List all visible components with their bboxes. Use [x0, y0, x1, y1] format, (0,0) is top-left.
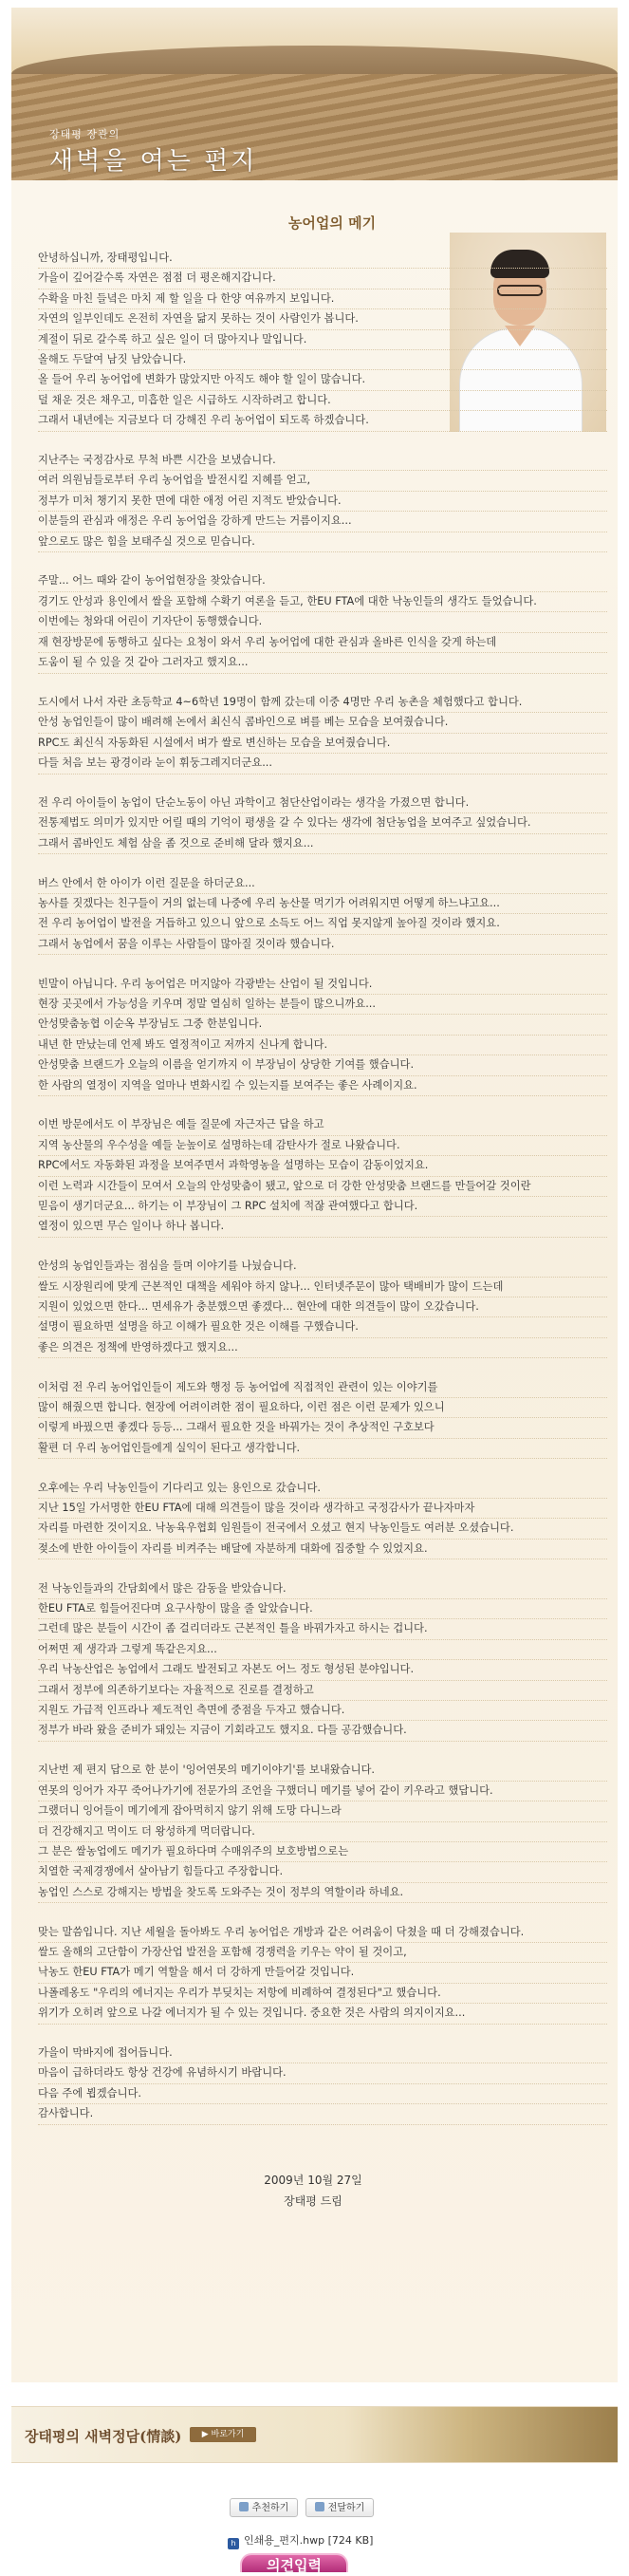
recommend-icon — [239, 2502, 249, 2511]
letter-paragraph — [38, 1479, 607, 1560]
letter-line: 이번에는 청와대 어린이 기자단이 동행했습니다. — [38, 612, 607, 632]
letter-body — [38, 249, 607, 2144]
letter-line: 젖소에 반한 아이들이 자리를 비켜주는 배달에 자분하게 대화에 집중할 수 있었지요. — [38, 1540, 607, 1559]
letter-line: 안성맞춤농협 이순옥 부장님도 그중 한분입니다. — [38, 1015, 607, 1035]
letter-line: 그 분은 쌀농업에도 메기가 필요하다며 수매위주의 보호방법으로는 — [38, 1842, 607, 1862]
banner-title: 새벽을 여는 편지 — [49, 147, 258, 176]
letter-line: 안성 농업인들이 많이 배려해 논에서 최신식 콤바인으로 벼를 베는 모습을 보여줬습니다. — [38, 713, 607, 733]
letter-line: 이분들의 관심과 애정은 우리 농어업을 강하게 만드는 거름이지요... — [38, 512, 607, 532]
letter-line: 전통제법도 의미가 있지만 어릴 때의 기억이 평생을 갈 수 있다는 생각에 첨단농업을 보여주고 싶었습니다. — [38, 813, 607, 833]
letter-line: 나폴레옹도 "우리의 에너지는 우리가 부딪치는 저항에 비례하여 결정된다"고 했습니다. — [38, 1984, 607, 2004]
letter-line: 연못의 잉어가 자꾸 죽어나가기에 전문가의 조언을 구했더니 메기를 넣어 같이 키우라고 했답니다. — [38, 1782, 607, 1801]
shortcut-button[interactable]: ▶ 바로가기 — [190, 2427, 256, 2442]
letter-line: 지난번 제 편지 답으로 한 분이 '잉어연못의 메기이야기'를 보내왔습니다. — [38, 1761, 607, 1781]
letter-line: 다들 처음 보는 광경이라 눈이 휘둥그레지더군요... — [38, 754, 607, 774]
letter-line: 열정이 있으면 무슨 일이나 하나 봅니다. — [38, 1217, 607, 1237]
header-banner — [11, 8, 618, 180]
letter-line: 더 건강해지고 먹이도 더 왕성하게 먹더랍니다. — [38, 1822, 607, 1842]
letter-line: 주말... 어느 때와 같이 농어업현장을 찾았습니다. — [38, 571, 607, 591]
letter-line: 한EU FTA로 힘들어진다며 요구사항이 많을 줄 알았습니다. — [38, 1599, 607, 1619]
letter-line: 어쩌면 제 생각과 그렇게 똑같은지요... — [38, 1640, 607, 1660]
letter-line: 가을이 막바지에 접어듭니다. — [38, 2044, 607, 2063]
letter-paragraph — [38, 249, 607, 432]
letter-line: 이처럼 전 우리 농어업인들이 제도와 행정 등 농어업에 직접적인 관련이 있는 이야기를 — [38, 1378, 607, 1398]
letter-line: 낙농도 한EU FTA가 메기 역할을 해서 더 강하게 만들어갈 것입니다. — [38, 1963, 607, 1983]
send-icon — [315, 2502, 324, 2511]
letter-paragraph — [38, 1923, 607, 2025]
letter-line: 정부가 미처 챙기지 못한 면에 대한 애정 어린 지적도 받았습니다. — [38, 492, 607, 512]
attachment-label: 인쇄용_편지.hwp [724 KB] — [244, 2534, 374, 2547]
letter-line: 경기도 안성과 용인에서 쌀을 포함해 수확기 여론을 듣고, 한EU FTA에 대한 낙농인들의 생각도 들었습니다. — [38, 592, 607, 612]
letter-line: 그래서 콤바인도 체험 삼을 좀 것으로 준비해 달라 했지요... — [38, 834, 607, 854]
letter-line: 정부가 바라 왔을 준비가 돼있는 지금이 기회라고도 했지요. 다들 공감했습니다. — [38, 1721, 607, 1741]
letter-line: RPC에서도 자동화된 과정을 보여주면서 과학영농을 설명하는 모습이 감동이었지요. — [38, 1156, 607, 1176]
letter-line: 지난 15일 가서명한 한EU FTA에 대해 의견들이 많을 것이라 생각하고 국정감사가 끝나자마자 — [38, 1499, 607, 1519]
letter-line: 믿음이 생기더군요... 하기는 이 부장님이 그 RPC 설치에 적잖 관여했다고 합니다. — [38, 1197, 607, 1217]
send-label: 전달하기 — [327, 2503, 365, 2513]
letter-line: 이번 방문에서도 이 부장님은 예들 질문에 자근자근 답을 하고 — [38, 1115, 607, 1135]
letter-line: 지원이 있었으면 한다... 면세유가 충분했으면 좋겠다... 현안에 대한 의견들이 많이 오갔습니다. — [38, 1297, 607, 1317]
letter-line: 안성맞춤 브랜드가 오늘의 이름을 얻기까지 이 부장님이 상당한 기여를 했습니다. — [38, 1055, 607, 1075]
letter-paragraph — [38, 1115, 607, 1237]
letter-line: 내년 한 만났는데 언제 봐도 열정적이고 저까지 신나게 합니다. — [38, 1036, 607, 1055]
letter-line: 위기가 오히려 앞으로 나갈 에너지가 될 수 있는 것입니다. 중요한 것은 사람의 의지이지요... — [38, 2004, 607, 2024]
letter-line: 전 우리 아이들이 농업이 단순노동이 아닌 과학이고 첨단산업이라는 생각을 가졌으면 합니다. — [38, 793, 607, 813]
letter-line: 한 사람의 열정이 지역을 얼마나 변화시킬 수 있는지를 보여주는 좋은 사례이지요. — [38, 1076, 607, 1096]
letter-line: 계절이 뒤로 갈수록 하고 싶은 일이 더 많아지나 말입니다. — [38, 330, 607, 350]
letter-date: 2009년 10월 27일 — [264, 2174, 362, 2187]
letter-paragraph — [38, 451, 607, 552]
opinion-button[interactable]: 의견입력 — [240, 2553, 348, 2572]
letter-paragraph — [38, 1761, 607, 1903]
letter-line: 감사합니다. — [38, 2104, 607, 2124]
letter-line: RPC도 최신식 자동화된 시설에서 벼가 쌀로 변신하는 모습을 보여줬습니다. — [38, 734, 607, 754]
letter-line: 쌀도 올해의 고단함이 가장산업 발전을 포함해 경쟁력을 키우는 약이 될 것이고, — [38, 1943, 607, 1963]
letter-line: 이런 노력과 시간들이 모여서 오늘의 안성맞춤이 됐고, 앞으로 더 강한 안성맞춤 브랜드를 만들어갈 것이란 — [38, 1177, 607, 1197]
letter-line: 농업인 스스로 강해지는 방법을 찾도록 도와주는 것이 정부의 역할이라 하네요. — [38, 1883, 607, 1903]
letter-line: 활편 더 우리 농어업인들에게 실익이 된다고 생각합니다. — [38, 1439, 607, 1459]
letter-paragraph — [38, 571, 607, 673]
letter-line: 올 들어 우리 농어업에 변화가 많았지만 아직도 해야 할 일이 많습니다. — [38, 370, 607, 390]
hwp-file-icon: h — [228, 2538, 239, 2549]
letter-line: 지난주는 국정감사로 무척 바쁜 시간을 보냈습니다. — [38, 451, 607, 471]
letter-line: 자리를 마련한 것이지요. 낙농육우협회 임원들이 전국에서 오셨고 현지 낙농인들도 여러분 오셨습니다. — [38, 1519, 607, 1539]
letter-line: 빈말이 아닙니다. 우리 농어업은 머지않아 각광받는 산업이 될 것입니다. — [38, 975, 607, 995]
letter-line: 농사를 짓겠다는 친구들이 거의 없는데 나중에 우리 농산물 먹기가 어려워지면 어떻게 하느냐고요... — [38, 894, 607, 914]
letter-line: 도시에서 나서 자란 초등학교 4~6학년 19명이 함께 갔는데 이중 4명만 우리 농촌을 체험했다고 합니다. — [38, 693, 607, 713]
letter-title: 농어업의 메기 — [287, 215, 377, 232]
letter-line: 그랬더니 잉어들이 메기에게 잡아먹히지 않기 위해 도망 다니느라 — [38, 1801, 607, 1821]
letter-line: 오후에는 우리 낙농인들이 기다리고 있는 용인으로 갔습니다. — [38, 1479, 607, 1499]
letter-line: 많이 해줬으면 합니다. 현장에 어려이려한 점이 필요하다, 이런 점은 이런 문제가 있으니 — [38, 1398, 607, 1418]
letter-line: 설명이 필요하면 설명을 하고 이해가 필요한 것은 이해를 구했습니다. — [38, 1317, 607, 1337]
letter-line: 버스 안에서 한 아이가 이런 질문을 하더군요... — [38, 874, 607, 894]
letter-line: 안성의 농업인들과는 점심을 들며 이야기를 나눴습니다. — [38, 1257, 607, 1277]
letter-paragraph — [38, 693, 607, 775]
letter-paragraph — [38, 1378, 607, 1460]
letter-line: 지원도 가급적 인프라나 제도적인 측면에 중점을 두자고 했습니다. — [38, 1701, 607, 1721]
letter-line: 쌀도 시장원리에 맞게 근본적인 대책을 세워야 하지 않나... 인터넷주문이 많아 택배비가 많이 드는데 — [38, 1278, 607, 1297]
send-button[interactable] — [305, 2498, 374, 2517]
letter-line: 도움이 될 수 있을 것 같아 그러자고 했지요... — [38, 653, 607, 673]
banner-subtitle: 장태평 장관의 — [49, 128, 120, 140]
letter-line: 지역 농산물의 우수성을 예들 눈높이로 설명하는데 감탄사가 절로 나왔습니다. — [38, 1136, 607, 1156]
letter-line: 그래서 농업에서 꿈을 이루는 사람들이 많아질 것이라 했습니다. — [38, 935, 607, 955]
letter-line: 우리 낙농산업은 농업에서 그래도 발전되고 자본도 어느 정도 형성된 분야입니다. — [38, 1660, 607, 1680]
letter-line: 치열한 국제경쟁에서 살아남기 힘들다고 주장합니다. — [38, 1862, 607, 1882]
letter-line: 가을이 깊어갈수록 자연은 점점 더 평온해지갑니다. — [38, 269, 607, 289]
letter-line: 올해도 두달여 남짓 남았습니다. — [38, 350, 607, 370]
letter-paragraph — [38, 975, 607, 1096]
footer-banner — [11, 2406, 618, 2463]
letter-line: 전 우리 농어업이 발전을 거듭하고 있으니 앞으로 소득도 어느 직업 못지않게 높아질 것이라 했지요. — [38, 914, 607, 934]
letter-line: 재 현장방문에 동행하고 싶다는 요청이 와서 우리 농어업에 대한 관심과 올바른 인식을 갖게 하는데 — [38, 633, 607, 653]
letter-signature: 장태평 드림 — [284, 2194, 342, 2208]
letter-line: 맞는 말씀입니다. 지난 세월을 돌아봐도 우리 농어업은 개방과 같은 어려움이 닥쳤을 때 더 강해졌습니다. — [38, 1923, 607, 1943]
letter-line: 전 낙농인들과의 간담회에서 많은 감동을 받았습니다. — [38, 1579, 607, 1599]
letter-line: 이렇게 바꿨으면 좋겠다 등등... 그래서 필요한 것을 바꿔가는 것이 추상적인 구호보다 — [38, 1418, 607, 1438]
letter-line: 자연의 일부인데도 온전히 자연을 닮지 못하는 것이 사람인가 봅니다. — [38, 309, 607, 329]
recommend-button[interactable] — [230, 2498, 298, 2517]
letter-line: 앞으로도 많은 힘을 보태주실 것으로 믿습니다. — [38, 532, 607, 552]
letter-line: 여러 의원님들로부터 우리 농어업을 발전시킬 지혜를 얻고, — [38, 471, 607, 491]
letter-line: 수확을 마친 들녘은 마치 제 할 일을 다 한양 여유까지 보입니다. — [38, 289, 607, 309]
letter-line: 현장 곳곳에서 가능성을 키우며 정말 열심히 일하는 분들이 많으니까요... — [38, 995, 607, 1015]
letter-line: 그래서 내년에는 지금보다 더 강해진 우리 농어업이 되도록 하겠습니다. — [38, 411, 607, 431]
letter-line: 덜 채운 것은 채우고, 미흡한 일은 시급하도 시작하려고 합니다. — [38, 391, 607, 411]
letter-line: 안녕하십니까, 장태평입니다. — [38, 249, 607, 269]
letter-line: 마음이 급하더라도 항상 건강에 유념하시기 바랍니다. — [38, 2063, 607, 2083]
letter-line: 그런데 많은 분들이 시간이 좀 걸리더라도 근본적인 틀을 바꿔가자고 하시는 겁니다. — [38, 1619, 607, 1639]
letter-paragraph — [38, 1257, 607, 1358]
letter-line: 다음 주에 뵙겠습니다. — [38, 2084, 607, 2104]
letter-line: 그래서 정부에 의존하기보다는 자율적으로 진로를 결정하고 — [38, 1681, 607, 1701]
attachment-link[interactable] — [228, 2532, 373, 2549]
letter-paragraph — [38, 793, 607, 854]
letter-paragraph — [38, 1579, 607, 1742]
letter-paragraph — [38, 2044, 607, 2125]
letter-paragraph — [38, 874, 607, 956]
footer-banner-title: 장태평의 새벽정담(情談) — [25, 2428, 182, 2445]
letter-line: 좋은 의견은 정책에 반영하겠다고 했지요... — [38, 1338, 607, 1358]
recommend-label: 추천하기 — [251, 2503, 289, 2513]
